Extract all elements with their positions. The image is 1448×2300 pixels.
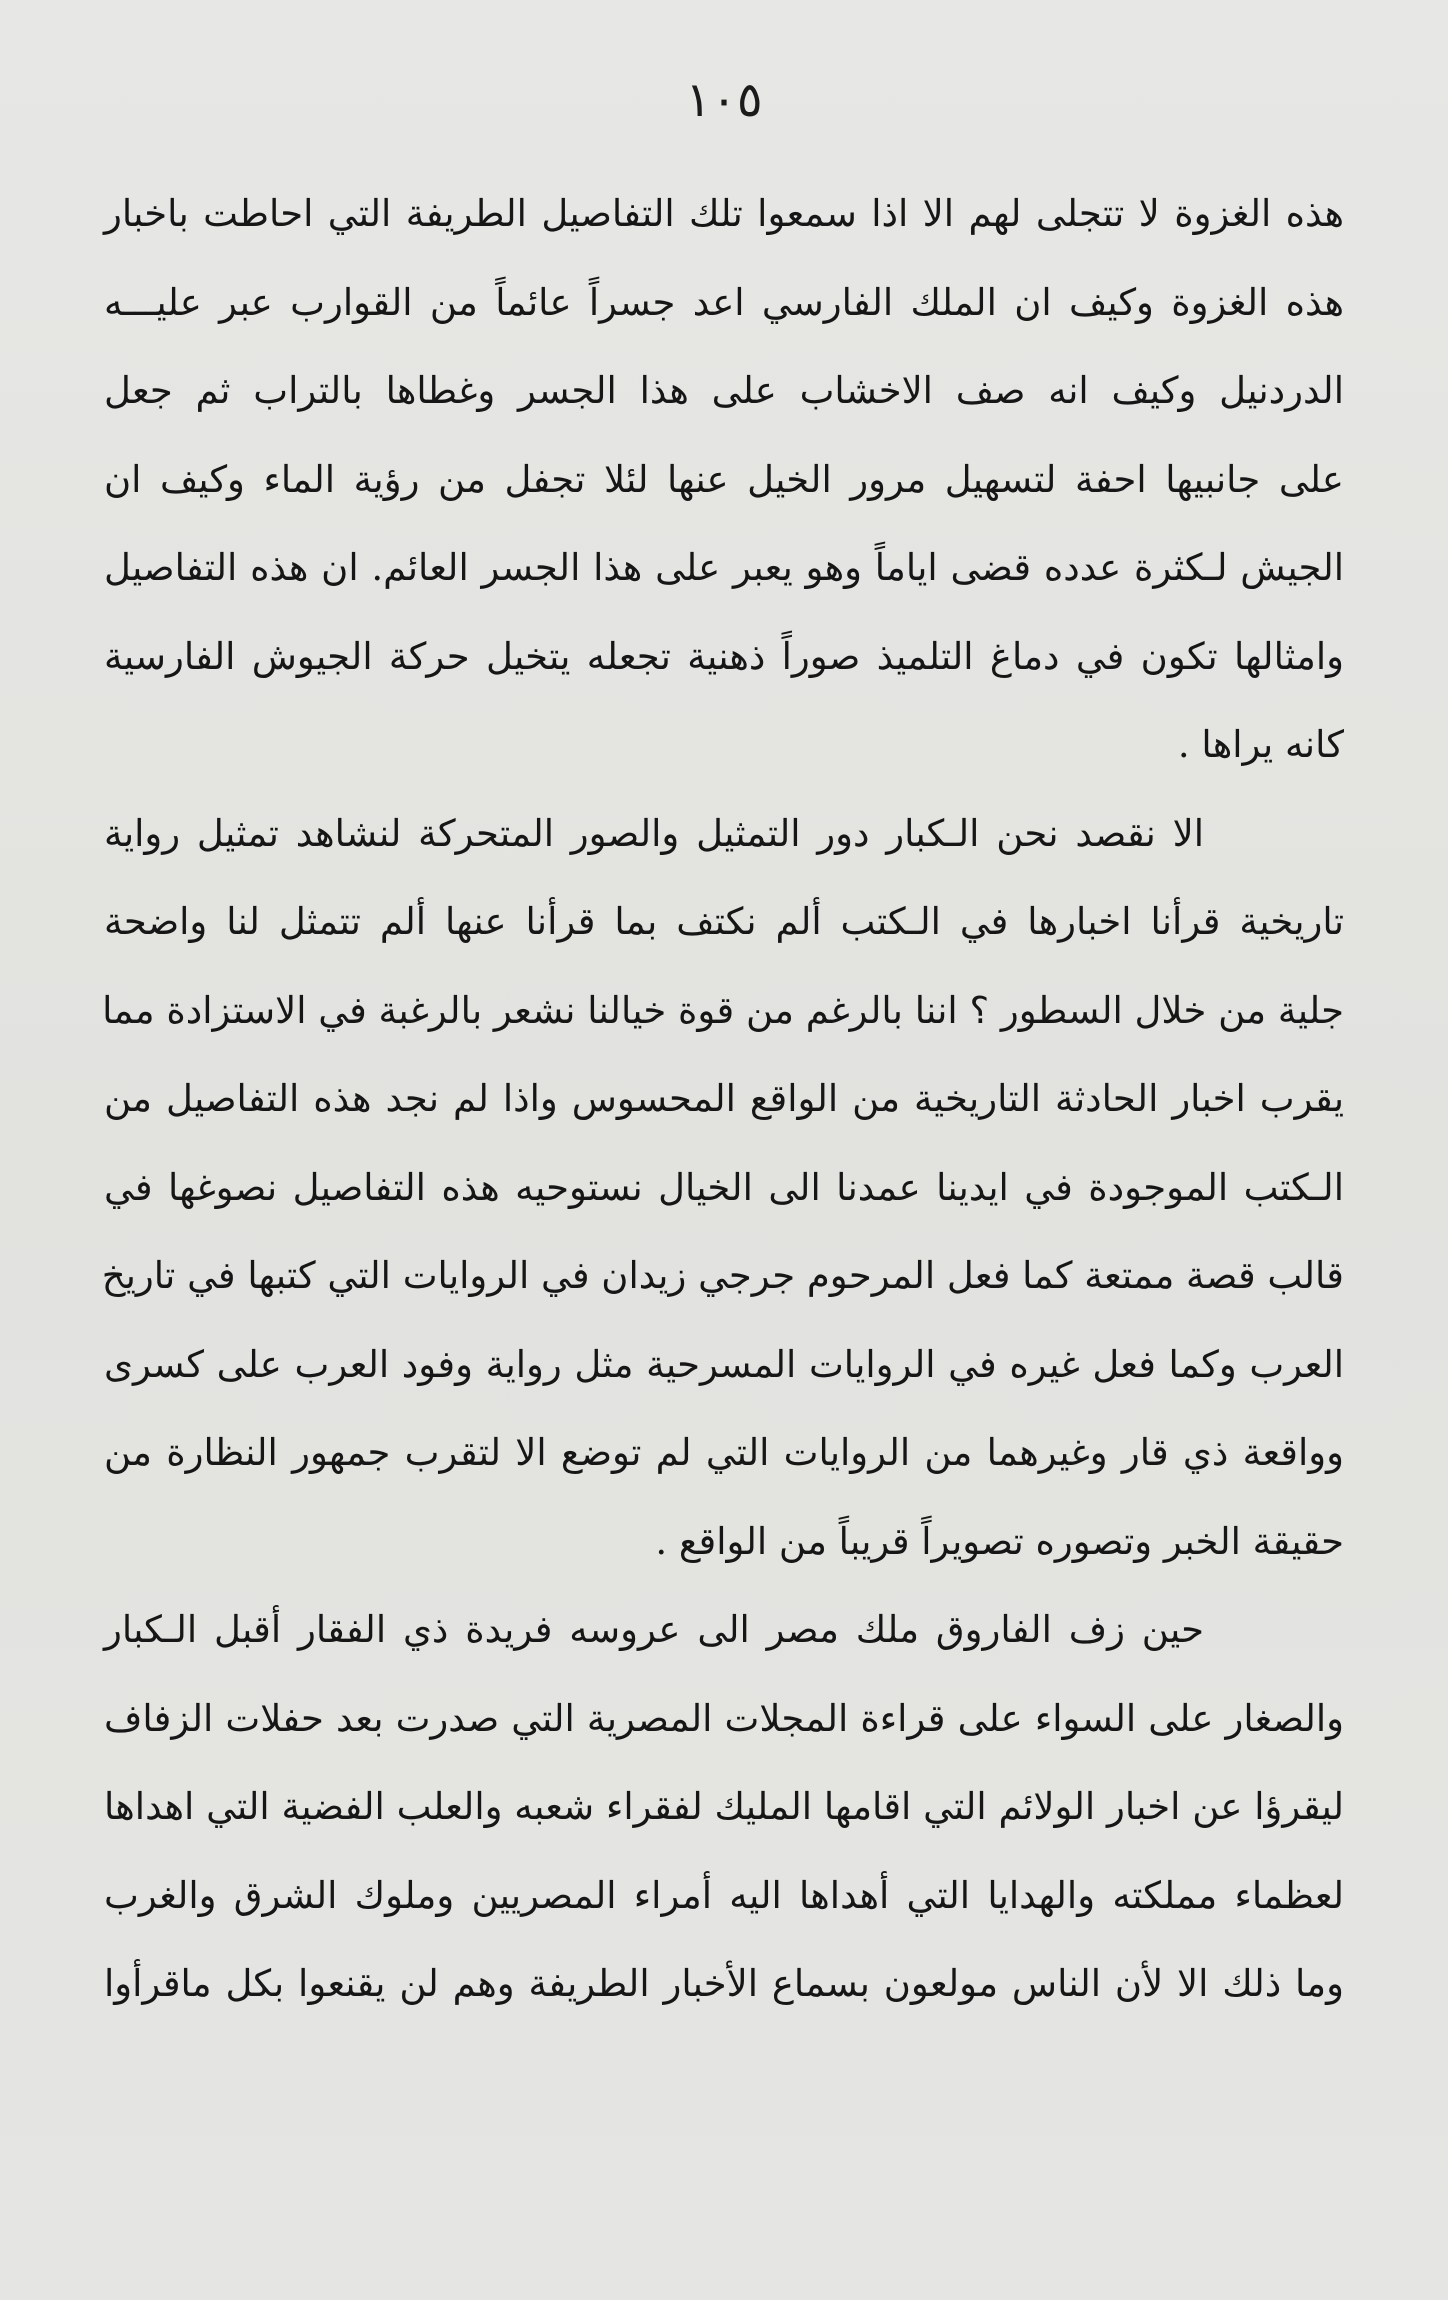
text-line-13: قالب قصة ممتعة كما فعل المرحوم جرجي زيدان في الروايات التي كتبها في تاريخ: [101, 1254, 1344, 1297]
text-line-4: على جانبيها احفة لتسهيل مرور الخيل عنها لئلا تجفل من رؤية الماء وكيف ان: [104, 457, 1344, 501]
page-number: ١٠٥: [685, 72, 763, 128]
text-line-14: العرب وكما فعل غيره في الروايات المسرحية مثل رواية وفود العرب على كسرى: [104, 1342, 1344, 1386]
text-line-15: وواقعة ذي قار وغيرهما من الروايات التي لم توضع الا لتقرب جمهور النظارة من: [104, 1431, 1344, 1474]
text-line-8: الا نقصد نحن الـكبار دور التمثيل والصور المتحركة لنشاهد تمثيل رواية: [104, 811, 1204, 855]
text-line-5: الجيش لـكثرة عدده قضى اياماً وهو يعبر على هذا الجسر العائم. ان هذه التفاصيل: [104, 546, 1344, 589]
text-line-10: جلية من خلال السطور ؟ اننا بالرغم من قوة خيالنا نشعر بالرغبة في الاستزادة مما: [102, 988, 1344, 1032]
text-line-1: هذه الغزوة لا تتجلى لهم الا اذا سمعوا تلك التفاصيل الطريفة التي احاطت باخبار: [104, 192, 1344, 235]
text-line-3: الدردنيل وكيف انه صف الاخشاب على هذا الجسر وغطاها بالتراب ثم جعل: [104, 369, 1344, 412]
text-line-7: كانه يراها .: [1177, 723, 1344, 766]
text-line-19: ليقرؤا عن اخبار الولائم التي اقامها المليك لفقراء شعبه والعلب الفضية التي اهداها: [104, 1785, 1344, 1828]
text-line-18: والصغار على السواء على قراءة المجلات المصرية التي صدرت بعد حفلات الزفاف: [104, 1696, 1344, 1740]
text-line-11: يقرب اخبار الحادثة التاريخية من الواقع المحسوس واذا لم نجد هذه التفاصيل من: [104, 1077, 1344, 1120]
text-line-12: الـكتب الموجودة في ايدينا عمدنا الى الخيال نستوحيه هذه التفاصيل نصوغها في: [104, 1165, 1344, 1209]
text-line-16: حقيقة الخبر وتصوره تصويراً قريباً من الواقع .: [655, 1519, 1344, 1563]
text-line-2: هذه الغزوة وكيف ان الملك الفارسي اعد جسراً عائماً من القوارب عبر عليـــه: [104, 280, 1344, 324]
text-line-9: تاريخية قرأنا اخبارها في الـكتب ألم نكتف بما قرأنا عنها ألم تتمثل لنا واضحة: [104, 900, 1344, 943]
text-line-20: لعظماء مملكته والهدايا التي أهداها اليه أمراء المصريين وملوك الشرق والغرب: [104, 1873, 1344, 1917]
text-line-21: وما ذلك الا لأن الناس مولعون بسماع الأخبار الطريفة وهم لن يقنعوا بكل ماقرأوا: [104, 1962, 1344, 2005]
text-line-6: وامثالها تكون في دماغ التلميذ صوراً ذهنية تجعله يتخيل حركة الجيوش الفارسية: [104, 634, 1344, 678]
text-line-17: حين زف الفاروق ملك مصر الى عروسه فريدة ذي الفقار أقبل الـكبار: [104, 1608, 1204, 1651]
body-text: [101, 170, 1344, 2029]
